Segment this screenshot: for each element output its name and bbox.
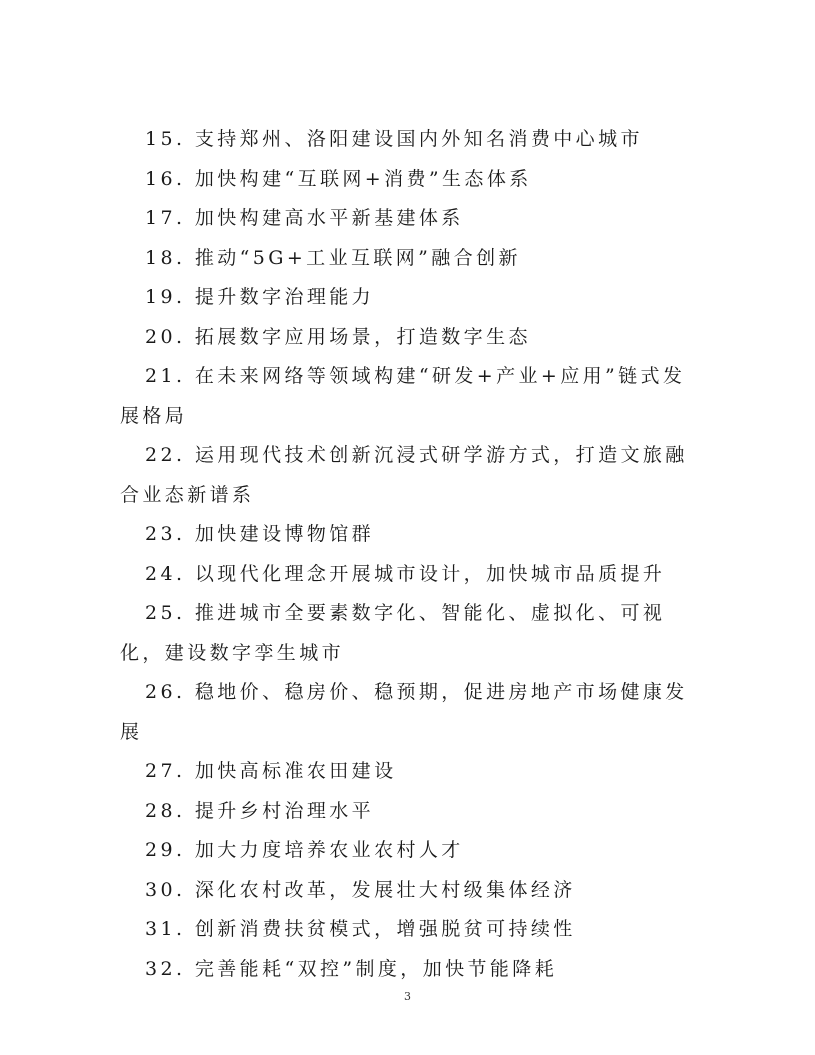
list-item <box>120 792 695 832</box>
list-item <box>120 871 695 911</box>
list-item <box>120 318 695 358</box>
item-text: 推动“5G+工业互联网”融合创新 <box>194 246 521 269</box>
item-number: 15. <box>145 128 186 150</box>
item-text: 提升乡村治理水平 <box>194 799 375 822</box>
item-number: 16. <box>145 167 186 190</box>
item-text: 创新消费扶贫模式，增强脱贫可持续性 <box>194 918 576 940</box>
item-number: 31. <box>145 918 186 940</box>
item-number: 27. <box>145 760 186 782</box>
item-text: 支持郑州、洛阳建设国内外知名消费中心城市 <box>194 128 643 150</box>
item-number: 21. <box>145 365 186 387</box>
item-text: 运用现代技术创新沉浸式研学游方式，打造文旅融合业态新谱系 <box>120 444 688 506</box>
list-item <box>120 199 695 239</box>
list-item <box>120 120 695 160</box>
item-text: 推进城市全要素数字化、智能化、虚拟化、可视化，建设数字孪生城市 <box>120 602 666 664</box>
list-item <box>120 160 695 200</box>
list-item <box>120 950 695 990</box>
item-text: 提升数字治理能力 <box>194 286 375 308</box>
item-number: 30. <box>145 878 186 901</box>
item-text: 完善能耗“双控”制度，加快节能降耗 <box>194 957 558 980</box>
item-list <box>120 120 695 989</box>
list-item <box>120 831 695 871</box>
item-number: 23. <box>145 523 186 545</box>
item-text: 深化农村改革，发展壮大村级集体经济 <box>194 878 576 901</box>
item-text: 稳地价、稳房价、稳预期，促进房地产市场健康发展 <box>120 681 688 743</box>
item-number: 25. <box>145 602 186 624</box>
item-number: 32. <box>145 957 186 980</box>
list-item <box>120 436 695 515</box>
item-text: 加快构建“互联网+消费”生态体系 <box>194 167 532 190</box>
list-item <box>120 752 695 792</box>
item-number: 17. <box>145 207 186 229</box>
list-item <box>120 357 695 436</box>
item-text: 以现代化理念开展城市设计，加快城市品质提升 <box>194 562 666 585</box>
list-item <box>120 555 695 595</box>
item-number: 24. <box>145 562 186 585</box>
item-text: 拓展数字应用场景，打造数字生态 <box>194 325 531 348</box>
item-number: 26. <box>145 681 186 703</box>
list-item <box>120 239 695 279</box>
item-text: 加大力度培养农业农村人才 <box>194 839 464 861</box>
item-text: 加快构建高水平新基建体系 <box>194 207 464 229</box>
item-number: 19. <box>145 286 186 308</box>
item-text: 加快高标准农田建设 <box>194 760 397 782</box>
list-item <box>120 910 695 950</box>
item-number: 29. <box>145 839 186 861</box>
item-text: 加快建设博物馆群 <box>194 523 375 545</box>
list-item <box>120 515 695 555</box>
page-number: 3 <box>404 990 411 1003</box>
list-item <box>120 278 695 318</box>
item-number: 18. <box>145 246 186 269</box>
item-text: 在未来网络等领域构建“研发+产业+应用”链式发展格局 <box>120 365 686 427</box>
item-number: 28. <box>145 799 186 822</box>
list-item <box>120 594 695 673</box>
list-item <box>120 673 695 752</box>
item-number: 20. <box>145 325 186 348</box>
item-number: 22. <box>145 444 186 466</box>
